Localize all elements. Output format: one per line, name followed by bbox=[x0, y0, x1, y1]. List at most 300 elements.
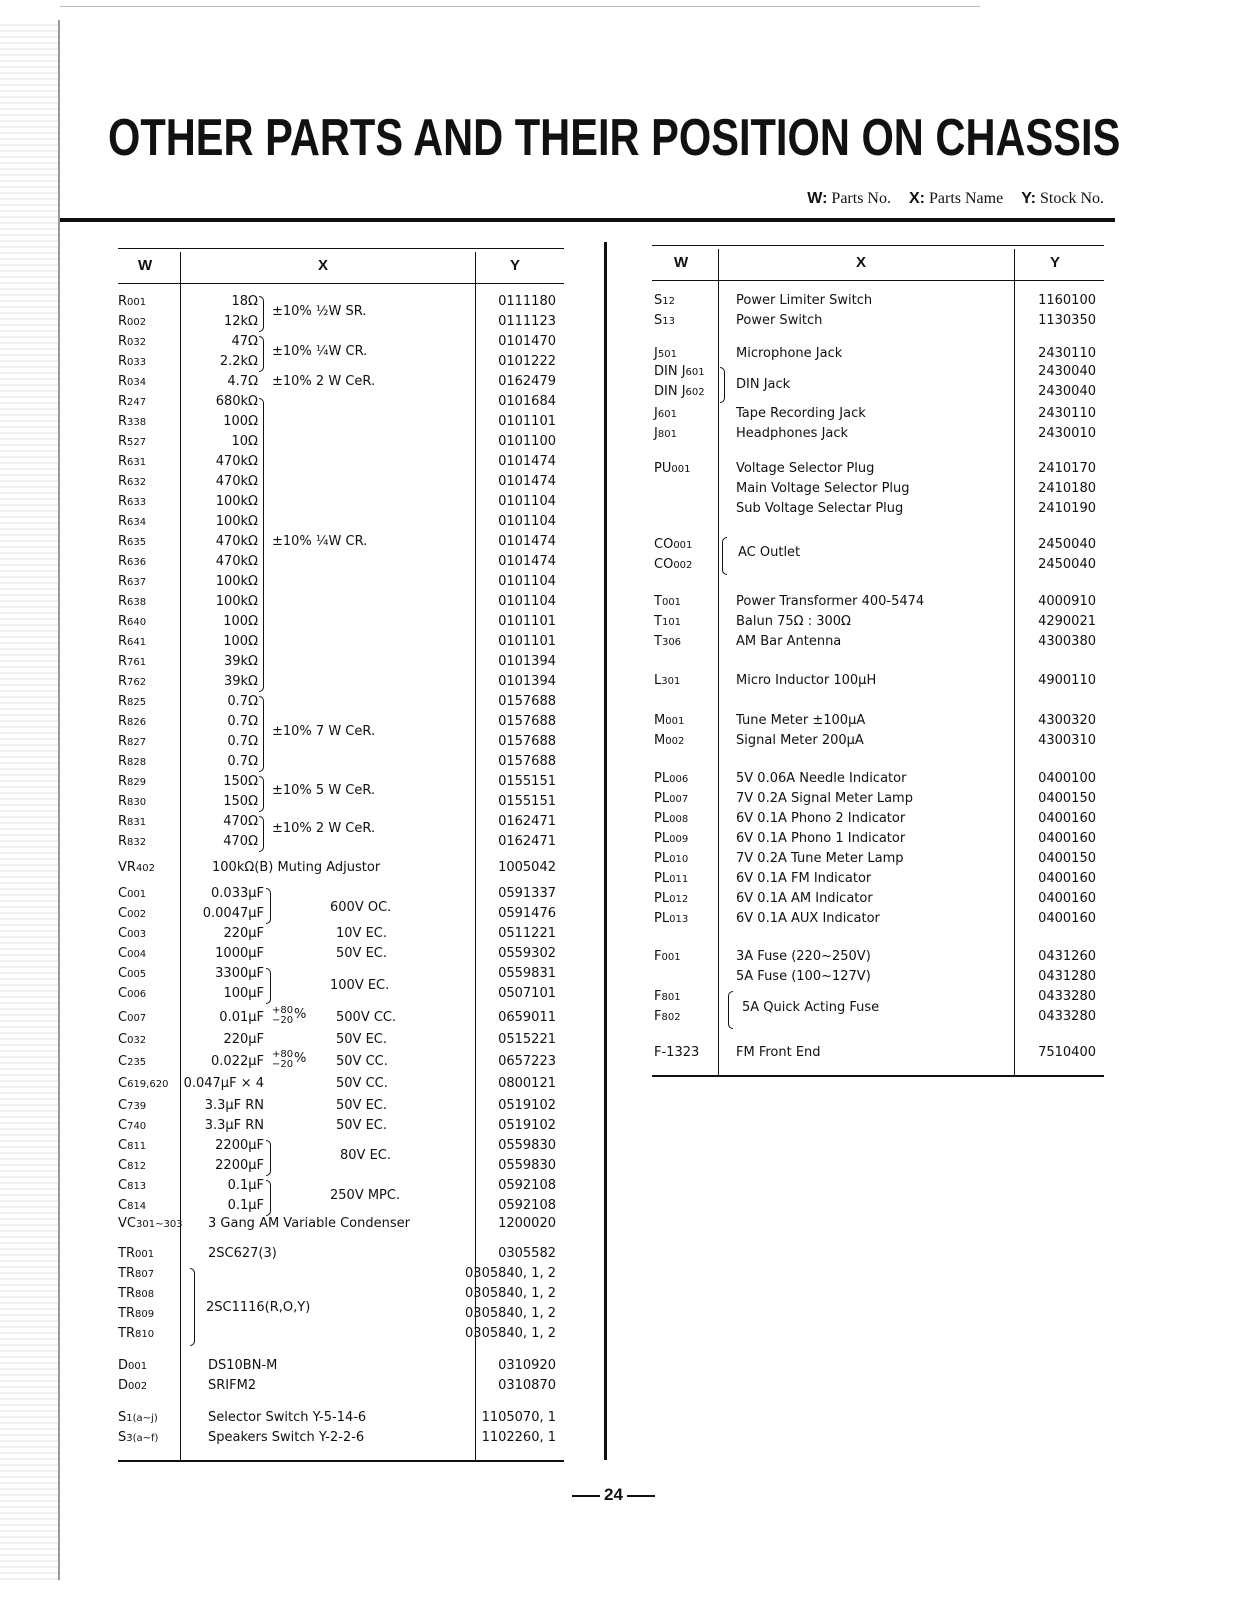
table-row bbox=[652, 673, 1104, 693]
stock-number: 1005042 bbox=[498, 860, 556, 875]
table-row bbox=[652, 949, 1104, 969]
part-name: 150Ω bbox=[223, 794, 258, 809]
left-table-header bbox=[118, 248, 564, 284]
part-prefix: R bbox=[118, 694, 128, 709]
table-row bbox=[118, 434, 564, 454]
tolerance-percent: % bbox=[294, 1007, 307, 1022]
part-suffix: 762 bbox=[127, 677, 147, 688]
part-prefix: R bbox=[118, 574, 128, 589]
part-suffix: 12 bbox=[662, 296, 675, 307]
table-row bbox=[652, 911, 1104, 931]
stock-number: 0111123 bbox=[498, 314, 556, 329]
part-prefix: J bbox=[654, 426, 658, 441]
header-y: Y bbox=[1050, 254, 1061, 271]
part-number bbox=[118, 1246, 154, 1261]
part-number bbox=[654, 911, 688, 926]
table-row bbox=[118, 1118, 564, 1138]
table-row bbox=[118, 1051, 564, 1074]
part-name: Voltage Selector Plug bbox=[736, 461, 875, 476]
stock-number: 7510400 bbox=[1038, 1045, 1096, 1060]
part-name: 100kΩ bbox=[215, 594, 258, 609]
table-row bbox=[652, 594, 1104, 614]
table-row bbox=[652, 481, 1104, 501]
part-prefix: R bbox=[118, 454, 128, 469]
part-prefix: R bbox=[118, 834, 128, 849]
table-row bbox=[118, 1410, 564, 1430]
group-brace bbox=[259, 816, 264, 852]
part-name: 3300μF bbox=[215, 966, 264, 981]
part-suffix: 033 bbox=[127, 357, 147, 368]
table-row bbox=[118, 594, 564, 614]
part-suffix: 601 bbox=[657, 409, 677, 420]
part-prefix: D bbox=[118, 1378, 129, 1393]
table-row bbox=[652, 969, 1104, 989]
part-name: 18Ω bbox=[231, 294, 258, 309]
part-prefix: R bbox=[118, 314, 128, 329]
part-number bbox=[118, 294, 146, 309]
group-rating: ±10% ¼W CR. bbox=[272, 344, 368, 359]
part-number bbox=[118, 1326, 154, 1341]
stock-number: 4300380 bbox=[1038, 634, 1096, 649]
part-prefix: R bbox=[118, 394, 128, 409]
part-prefix: R bbox=[118, 594, 128, 609]
part-suffix: 008 bbox=[669, 814, 689, 825]
part-prefix: PL bbox=[654, 911, 670, 926]
part-suffix: 010 bbox=[669, 854, 689, 865]
part-number bbox=[118, 574, 146, 589]
part-suffix: 740 bbox=[127, 1121, 147, 1132]
table-row bbox=[118, 754, 564, 774]
part-suffix: 501 bbox=[657, 349, 677, 360]
tolerance-plus: +80 bbox=[272, 1005, 294, 1016]
part-prefix: C bbox=[118, 1138, 128, 1153]
legend-w-text: Parts No. bbox=[831, 190, 891, 207]
stock-number: 0559830 bbox=[498, 1138, 556, 1153]
part-prefix: C bbox=[118, 1098, 128, 1113]
stock-number: 0431260 bbox=[1038, 949, 1096, 964]
part-number bbox=[654, 949, 681, 964]
part-name: 470Ω bbox=[223, 834, 258, 849]
part-number bbox=[118, 634, 146, 649]
table-row bbox=[652, 501, 1104, 521]
tolerance-percent: % bbox=[294, 1051, 307, 1066]
part-prefix: C bbox=[118, 906, 128, 921]
part-name: 2SC627(3) bbox=[208, 1246, 277, 1261]
table-row bbox=[118, 634, 564, 654]
part-name: Power Switch bbox=[736, 313, 823, 328]
part-name: 0.7Ω bbox=[227, 754, 258, 769]
part-number bbox=[654, 461, 690, 476]
part-number bbox=[118, 814, 146, 829]
legend-y-key: Y: bbox=[1021, 190, 1036, 207]
part-suffix: 034 bbox=[127, 377, 147, 388]
part-rating: 50V EC. bbox=[336, 1032, 387, 1047]
group-rating: 600V OC. bbox=[330, 900, 392, 915]
part-rating: 500V CC. bbox=[336, 1010, 397, 1025]
part-suffix: 011 bbox=[669, 874, 689, 885]
part-suffix: 001 bbox=[665, 716, 685, 727]
part-number bbox=[118, 654, 146, 669]
part-rating: 50V EC. bbox=[336, 1118, 387, 1133]
stock-number: 1105070, 1 bbox=[481, 1410, 556, 1425]
table-row bbox=[118, 1246, 564, 1266]
part-prefix: F bbox=[654, 949, 662, 964]
part-name: 6V 0.1A Phono 1 Indicator bbox=[736, 831, 906, 846]
part-name: 6V 0.1A AM Indicator bbox=[736, 891, 873, 906]
part-prefix: VC bbox=[118, 1216, 136, 1231]
stock-number: 4000910 bbox=[1038, 594, 1096, 609]
stock-number: 0101684 bbox=[498, 394, 556, 409]
stock-number: 4300320 bbox=[1038, 713, 1096, 728]
part-number bbox=[118, 1306, 154, 1321]
stock-number: 0400150 bbox=[1038, 791, 1096, 806]
part-prefix: PL bbox=[654, 811, 670, 826]
stock-number: 0657223 bbox=[498, 1054, 556, 1069]
part-name: 470kΩ bbox=[215, 454, 258, 469]
stock-number: 0591476 bbox=[498, 906, 556, 921]
table-row bbox=[652, 771, 1104, 791]
part-prefix: C bbox=[118, 1076, 128, 1091]
part-number bbox=[118, 1158, 146, 1173]
group-brace bbox=[259, 296, 264, 332]
part-number bbox=[118, 714, 146, 729]
table-row bbox=[118, 946, 564, 966]
part-number bbox=[118, 514, 146, 529]
part-number bbox=[654, 537, 692, 552]
part-number bbox=[654, 733, 684, 748]
part-name: 100Ω bbox=[223, 634, 258, 649]
part-prefix: C bbox=[118, 946, 128, 961]
part-suffix: 809 bbox=[134, 1309, 155, 1320]
part-number bbox=[118, 1138, 146, 1153]
part-suffix: 635 bbox=[127, 537, 147, 548]
part-number bbox=[654, 831, 688, 846]
table-row bbox=[118, 1098, 564, 1118]
part-number bbox=[118, 1010, 146, 1025]
part-name: Sub Voltage Selectar Plug bbox=[736, 501, 904, 516]
part-name: 10Ω bbox=[231, 434, 258, 449]
stock-number: 0162471 bbox=[498, 814, 556, 829]
part-prefix: C bbox=[118, 1178, 128, 1193]
part-name: 470Ω bbox=[223, 814, 258, 829]
part-suffix: 808 bbox=[134, 1289, 155, 1300]
group-brace bbox=[266, 968, 271, 1004]
table-row bbox=[118, 834, 564, 854]
part-prefix: C bbox=[118, 926, 128, 941]
part-number bbox=[118, 1054, 146, 1069]
part-prefix: R bbox=[118, 474, 128, 489]
part-number bbox=[118, 1098, 146, 1113]
title-rule bbox=[60, 218, 1115, 222]
part-number bbox=[654, 673, 680, 688]
table-row bbox=[118, 474, 564, 494]
table-row bbox=[652, 634, 1104, 654]
part-prefix: C bbox=[118, 1198, 128, 1213]
table-row bbox=[652, 713, 1104, 733]
header-x: X bbox=[318, 257, 329, 274]
part-name: FM Front End bbox=[736, 1045, 821, 1060]
part-prefix: R bbox=[118, 494, 128, 509]
part-prefix: R bbox=[118, 614, 128, 629]
part-suffix: 802 bbox=[661, 1012, 681, 1023]
part-number bbox=[118, 754, 146, 769]
table-row bbox=[118, 414, 564, 434]
scan-top-line bbox=[60, 6, 980, 7]
part-suffix: 007 bbox=[669, 794, 689, 805]
stock-number: 0559831 bbox=[498, 966, 556, 981]
part-name: 3 Gang AM Variable Condenser bbox=[208, 1216, 410, 1231]
part-prefix: TR bbox=[118, 1306, 135, 1321]
group-brace bbox=[259, 398, 264, 692]
part-number bbox=[118, 594, 146, 609]
stock-number: 0431280 bbox=[1038, 969, 1096, 984]
group-rating: 100V EC. bbox=[330, 978, 390, 993]
part-prefix: PL bbox=[654, 851, 670, 866]
part-prefix: R bbox=[118, 374, 128, 389]
part-name: Micro Inductor 100μH bbox=[736, 673, 877, 688]
part-prefix: DIN J bbox=[654, 384, 686, 399]
part-prefix: T bbox=[654, 634, 662, 649]
stock-number: 0400160 bbox=[1038, 871, 1096, 886]
part-number bbox=[118, 906, 146, 921]
part-rating: 50V EC. bbox=[336, 1098, 387, 1113]
part-number bbox=[654, 989, 681, 1004]
part-suffix: 826 bbox=[127, 717, 147, 728]
part-name: 7V 0.2A Signal Meter Lamp bbox=[736, 791, 913, 806]
group-rating: ±10% 2 W CeR. bbox=[272, 821, 376, 836]
part-number bbox=[118, 1430, 158, 1445]
stock-number: 0157688 bbox=[498, 714, 556, 729]
stock-number: 0592108 bbox=[498, 1198, 556, 1213]
stock-number: 0155151 bbox=[498, 794, 556, 809]
stock-number: 0433280 bbox=[1038, 1009, 1096, 1024]
table-row bbox=[118, 614, 564, 634]
table-row bbox=[652, 557, 1104, 577]
legend-x-text: Parts Name bbox=[928, 190, 1004, 207]
stock-number: 0305840, 1, 2 bbox=[465, 1326, 556, 1341]
stock-number: 0305840, 1, 2 bbox=[465, 1306, 556, 1321]
part-prefix: R bbox=[118, 714, 128, 729]
part-suffix: 301 bbox=[661, 676, 681, 687]
part-prefix: R bbox=[118, 634, 128, 649]
right-table-header bbox=[652, 245, 1104, 281]
page-title: OTHER PARTS AND THEIR POSITION ON CHASSIS bbox=[108, 109, 1121, 167]
part-number bbox=[654, 851, 688, 866]
part-name: 220μF bbox=[223, 926, 264, 941]
part-name: 0.033μF bbox=[211, 886, 264, 901]
table-row bbox=[118, 1286, 564, 1306]
part-prefix: C bbox=[118, 886, 128, 901]
stock-number: 0101104 bbox=[498, 514, 556, 529]
part-suffix: 827 bbox=[127, 737, 147, 748]
table-row bbox=[652, 537, 1104, 557]
part-number bbox=[118, 354, 146, 369]
part-number bbox=[654, 713, 684, 728]
table-row bbox=[118, 394, 564, 414]
table-row bbox=[118, 926, 564, 946]
table-row bbox=[652, 614, 1104, 634]
part-number bbox=[654, 891, 688, 906]
part-suffix: 828 bbox=[127, 757, 147, 768]
part-suffix: 002 bbox=[127, 317, 147, 328]
part-name: Signal Meter 200μA bbox=[736, 733, 864, 748]
table-row bbox=[118, 454, 564, 474]
part-number bbox=[654, 557, 692, 572]
part-suffix: 619,620 bbox=[127, 1079, 169, 1090]
table-row bbox=[652, 406, 1104, 426]
stock-number: 2410190 bbox=[1038, 501, 1096, 516]
part-number bbox=[654, 364, 705, 379]
part-suffix: 641 bbox=[127, 637, 147, 648]
part-suffix: 761 bbox=[127, 657, 147, 668]
stock-number: 0515221 bbox=[498, 1032, 556, 1047]
stock-number: 2410180 bbox=[1038, 481, 1096, 496]
part-suffix: 009 bbox=[669, 834, 689, 845]
stock-number: 0101101 bbox=[498, 414, 556, 429]
part-suffix: 001 bbox=[127, 297, 147, 308]
part-name: 3A Fuse (220~250V) bbox=[736, 949, 871, 964]
part-name: 1000μF bbox=[215, 946, 264, 961]
part-name: 150Ω bbox=[223, 774, 258, 789]
part-name: 12kΩ bbox=[223, 314, 258, 329]
group-rating: ±10% 7 W CeR. bbox=[272, 724, 376, 739]
part-suffix: 013 bbox=[669, 914, 689, 925]
part-suffix: 1(a~j) bbox=[126, 1413, 158, 1424]
part-rating: 50V CC. bbox=[336, 1076, 388, 1091]
legend-x-key: X: bbox=[908, 190, 925, 207]
part-number bbox=[118, 674, 146, 689]
part-number bbox=[654, 594, 681, 609]
part-number bbox=[118, 334, 146, 349]
table-row bbox=[652, 313, 1104, 333]
part-prefix: F bbox=[654, 1009, 662, 1024]
part-name: DS10BN-M bbox=[208, 1358, 278, 1373]
part-name: 100kΩ bbox=[215, 514, 258, 529]
part-name: 100μF bbox=[223, 986, 264, 1001]
stock-number: 0101474 bbox=[498, 474, 556, 489]
header-w: W bbox=[138, 257, 153, 274]
part-name: 680kΩ bbox=[215, 394, 258, 409]
legend-w-key: W: bbox=[807, 190, 828, 207]
part-suffix: 636 bbox=[127, 557, 147, 568]
stock-number: 2430040 bbox=[1038, 384, 1096, 399]
part-number bbox=[118, 1358, 147, 1373]
stock-number: 1200020 bbox=[498, 1216, 556, 1231]
stock-number: 0400100 bbox=[1038, 771, 1096, 786]
stock-number: 0157688 bbox=[498, 754, 556, 769]
stock-number: 2430110 bbox=[1038, 406, 1096, 421]
part-name: 470kΩ bbox=[215, 534, 258, 549]
part-prefix: C bbox=[118, 1010, 128, 1025]
part-number bbox=[118, 734, 146, 749]
table-row bbox=[118, 574, 564, 594]
table-row bbox=[652, 871, 1104, 891]
part-suffix: 001 bbox=[128, 1361, 148, 1372]
part-prefix: C bbox=[118, 966, 128, 981]
stock-number: 2450040 bbox=[1038, 537, 1096, 552]
stock-number: 0101104 bbox=[498, 494, 556, 509]
part-suffix: 831 bbox=[127, 817, 147, 828]
table-row bbox=[118, 1378, 564, 1398]
table-row bbox=[118, 1007, 564, 1030]
stock-number: 4290021 bbox=[1038, 614, 1096, 629]
stock-number: 0101222 bbox=[498, 354, 556, 369]
part-name: Power Transformer 400-5474 bbox=[736, 594, 925, 609]
group-brace bbox=[728, 991, 733, 1029]
part-number bbox=[654, 1009, 681, 1024]
stock-number: 0162471 bbox=[498, 834, 556, 849]
part-suffix: 829 bbox=[127, 777, 147, 788]
part-number bbox=[118, 1216, 183, 1231]
group-rating: 80V EC. bbox=[340, 1148, 391, 1163]
part-number bbox=[118, 534, 146, 549]
part-suffix: 002 bbox=[665, 736, 685, 747]
part-prefix: S bbox=[118, 1410, 127, 1425]
part-prefix: J bbox=[654, 346, 658, 361]
stock-number: 0305582 bbox=[498, 1246, 556, 1261]
part-name: Speakers Switch Y-2-2-6 bbox=[208, 1430, 365, 1445]
part-suffix: 001 bbox=[134, 1249, 155, 1260]
part-number bbox=[654, 346, 677, 361]
part-number bbox=[654, 313, 675, 328]
part-suffix: 527 bbox=[127, 437, 147, 448]
part-name: 0.7Ω bbox=[227, 694, 258, 709]
part-name: Tape Recording Jack bbox=[736, 406, 866, 421]
part-name: 470kΩ bbox=[215, 474, 258, 489]
part-name: 6V 0.1A Phono 2 Indicator bbox=[736, 811, 906, 826]
group-brace bbox=[266, 1140, 271, 1176]
stock-number: 0400160 bbox=[1038, 831, 1096, 846]
part-rating: 50V EC. bbox=[336, 946, 387, 961]
part-suffix: 032 bbox=[127, 1035, 147, 1046]
part-number bbox=[118, 1266, 154, 1281]
part-suffix: 402 bbox=[135, 863, 156, 874]
table-row bbox=[118, 860, 564, 880]
table-row bbox=[652, 346, 1104, 366]
part-prefix: R bbox=[118, 774, 128, 789]
part-rating: 10V EC. bbox=[336, 926, 387, 941]
stock-number: 0101470 bbox=[498, 334, 556, 349]
right-parts-table bbox=[652, 245, 1104, 1079]
part-name: Selector Switch Y-5-14-6 bbox=[208, 1410, 367, 1425]
stock-number: 0400160 bbox=[1038, 811, 1096, 826]
stock-number: 0519102 bbox=[498, 1098, 556, 1113]
part-prefix: M bbox=[654, 713, 666, 728]
stock-number: 0519102 bbox=[498, 1118, 556, 1133]
part-suffix: 637 bbox=[127, 577, 147, 588]
header-w: W bbox=[674, 254, 689, 271]
part-prefix: M bbox=[654, 733, 666, 748]
part-name: 3.3μF RN bbox=[204, 1098, 264, 1113]
part-prefix: S bbox=[654, 293, 663, 308]
page-number: 24 bbox=[568, 1485, 659, 1505]
tolerance-label bbox=[272, 1005, 307, 1026]
stock-number: 0591337 bbox=[498, 886, 556, 901]
part-suffix: 006 bbox=[127, 989, 147, 1000]
part-suffix: 002 bbox=[128, 1381, 148, 1392]
table-row bbox=[118, 514, 564, 534]
part-suffix: 13 bbox=[662, 316, 675, 327]
stock-number: 0310920 bbox=[498, 1358, 556, 1373]
stock-number: 0310870 bbox=[498, 1378, 556, 1393]
part-number bbox=[118, 474, 146, 489]
stock-number: 0162479 bbox=[498, 374, 556, 389]
group-rating: ±10% 2 W CeR. bbox=[272, 374, 376, 389]
part-number bbox=[654, 384, 705, 399]
part-name: 0.7Ω bbox=[227, 714, 258, 729]
part-name: 39kΩ bbox=[223, 674, 258, 689]
group-part-name: DIN Jack bbox=[736, 377, 791, 392]
